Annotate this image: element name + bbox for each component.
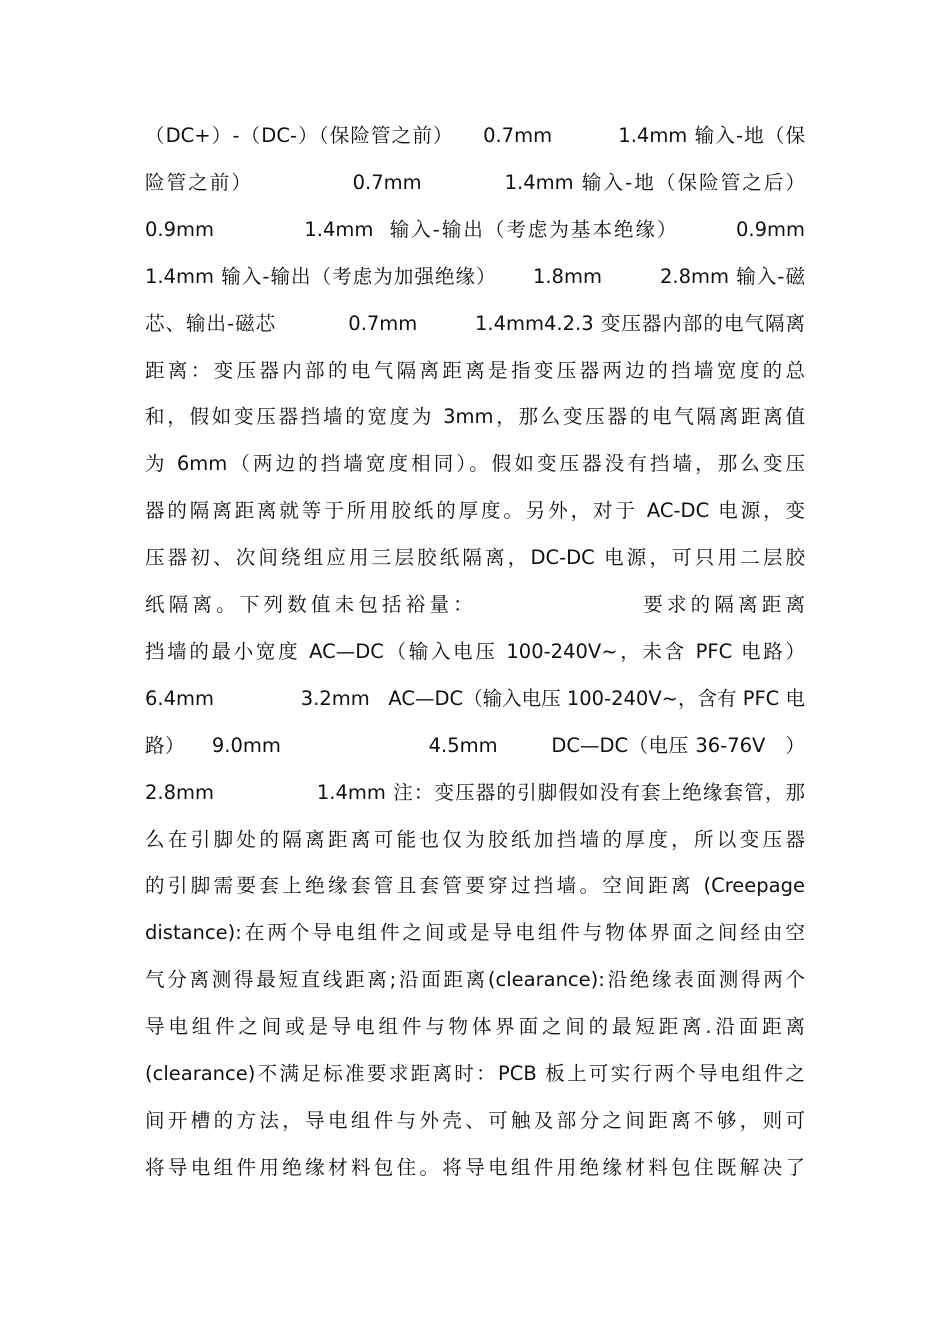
text-line: 2.8mm 1.4mm 注：变压器的引脚假如没有套上绝缘套管，那: [145, 781, 805, 804]
text-line: 险管之前） 0.7mm 1.4mm 输入-地（保险管之后）: [145, 171, 805, 194]
text-line: 芯、输出-磁芯 0.7mm 1.4mm4.2.3 变压器内部的电气隔离: [145, 312, 805, 335]
text-line: 和，假如变压器挡墙的宽度为 3mm，那么变压器的电气隔离距离值: [145, 405, 805, 428]
text-line: 将导电组件用绝缘材料包住。将导电组件用绝缘材料包住既解决了: [145, 1156, 805, 1179]
text-line: 为 6mm（两边的挡墙宽度相同）。假如变压器没有挡墙，那么变压: [145, 452, 805, 475]
text-line: 么在引脚处的隔离距离可能也仅为胶纸加挡墙的厚度，所以变压器: [145, 828, 805, 851]
text-line: 间开槽的方法，导电组件与外壳、可触及部分之间距离不够，则可: [145, 1109, 805, 1132]
text-line: 导电组件之间或是导电组件与物体界面之间的最短距离.沿面距离: [145, 1015, 805, 1038]
text-line: (clearance)不满足标准要求距离时：PCB 板上可实行两个导电组件之: [145, 1062, 805, 1085]
text-line: 器的隔离距离就等于所用胶纸的厚度。另外，对于 AC-DC 电源，变: [145, 499, 805, 522]
text-line: 0.9mm 1.4mm 输入-输出（考虑为基本绝缘） 0.9mm: [145, 218, 805, 241]
text-line: 纸隔离。下列数值未包括裕量： 要求的隔离距离: [145, 593, 805, 616]
text-line: 压器初、次间绕组应用三层胶纸隔离，DC-DC 电源，可只用二层胶: [145, 546, 805, 569]
text-line: 气分离测得最短直线距离;沿面距离(clearance):沿绝缘表面测得两个: [145, 968, 805, 991]
text-line: 距离：变压器内部的电气隔离距离是指变压器两边的挡墙宽度的总: [145, 359, 805, 382]
text-line: distance):在两个导电组件之间或是导电组件与物体界面之间经由空: [145, 921, 805, 944]
text-line: 挡墙的最小宽度 AC—DC（输入电压 100-240V~，未含 PFC 电路）: [145, 640, 805, 663]
text-line: 的引脚需要套上绝缘套管且套管要穿过挡墙。空间距离 (Creepage: [145, 874, 805, 897]
text-line: 6.4mm 3.2mm AC—DC（输入电压 100-240V~，含有 PFC 电: [145, 687, 805, 710]
text-line: 路） 9.0mm 4.5mm DC—DC（电压 36-76V ）: [145, 734, 805, 757]
text-line: （DC+）-（DC-）（保险管之前） 0.7mm 1.4mm 输入-地（保: [145, 124, 805, 147]
text-line: 1.4mm 输入-输出（考虑为加强绝缘） 1.8mm 2.8mm 输入-磁: [145, 265, 805, 288]
